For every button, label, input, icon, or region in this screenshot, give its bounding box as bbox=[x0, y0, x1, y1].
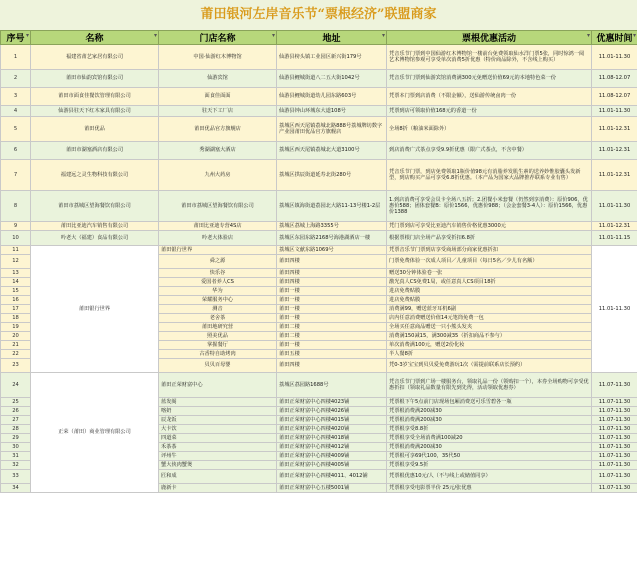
table-cell: 莆田四楼 bbox=[277, 269, 387, 278]
table-cell: 蓝发阁 bbox=[159, 398, 277, 407]
table-cell: 店内任意消费赠送价值14元笔筒免费一包 bbox=[387, 314, 592, 323]
table-cell: 凭票音乐节门票到店享受商场部分商家优惠折扣 bbox=[387, 246, 592, 255]
table-cell: 5 bbox=[1, 117, 31, 142]
table-cell: 30 bbox=[1, 443, 31, 452]
table-cell: 29 bbox=[1, 434, 31, 443]
table-cell: 莆田正荣财富中心四楼4009铺 bbox=[277, 452, 387, 461]
table-cell: 莆田优品 bbox=[31, 117, 159, 142]
table-cell: 18 bbox=[1, 314, 31, 323]
table-row[interactable] bbox=[1, 106, 637, 117]
table-cell: 荔城区西天尾镇荔城北大道3100号 bbox=[277, 142, 387, 160]
table-cell: 34 bbox=[1, 484, 31, 493]
table-cell: 1.到店消费可享受会员卡全场八五折；2.团餐小米套餐（仍然到享消费）：原价906，优惠价588；团体套餐B：原价1566，优惠价988；（会金套餐3-4人）：原价1566，优惠价1388 bbox=[387, 191, 592, 222]
header-name[interactable]: 名称 ▾ bbox=[31, 31, 159, 45]
table-cell: 辰龙饭 bbox=[159, 416, 277, 425]
table-cell: 莆田银行世界 bbox=[159, 246, 277, 255]
table-cell: 莆田二楼 bbox=[277, 323, 387, 332]
table-cell: 11.07-11.30 bbox=[592, 452, 637, 461]
table-cell: 11.08-12.07 bbox=[592, 70, 637, 88]
table-cell: 11.07-11.30 bbox=[592, 398, 637, 407]
table-cell: 蟹大侠肉蟹煲 bbox=[159, 461, 277, 470]
table-cell: 荣耀服务中心 bbox=[159, 296, 277, 305]
table-cell: 凭0-3岁宝宝到贝贝爱免费游玩1次（需提前联系店长预约） bbox=[387, 359, 592, 373]
table-cell: 消费满150减15，满300减35（折扣商品不参与） bbox=[387, 332, 592, 341]
header-row bbox=[1, 31, 637, 45]
table-cell: 23 bbox=[1, 359, 31, 373]
dropdown-icon[interactable]: ▾ bbox=[25, 32, 29, 39]
table-cell: 驻天下工厂店 bbox=[159, 106, 277, 117]
table-cell: 11.07-11.30 bbox=[592, 434, 637, 443]
table-cell: 32 bbox=[1, 461, 31, 470]
table-cell: 6 bbox=[1, 142, 31, 160]
table-cell: 凭音乐节门票到中国仙游红木博物馆一楼前台免费领取仙水洋门票5张，同时惊鸿一阅艺术博物馆参观可享受单次消费5折优惠（特价商品除外，不含线上购买） bbox=[387, 45, 592, 70]
table-cell: 进店免费贴膜 bbox=[387, 287, 592, 296]
header-address[interactable]: 地址 ▾ bbox=[277, 31, 387, 45]
table-cell: 单次消费满100元，赠送2份化妆 bbox=[387, 341, 592, 350]
table-cell: 消费满99，赠送蓝牙耳机6副 bbox=[387, 305, 592, 314]
table-cell: 莆田地研究营 bbox=[159, 323, 277, 332]
table-cell: 9 bbox=[1, 222, 31, 231]
table-cell: 凭票根享受全场消费满100减20 bbox=[387, 434, 592, 443]
table-cell: 荔城区荔园路1688号 bbox=[277, 373, 387, 398]
table-cell: 11 bbox=[1, 246, 31, 255]
table-cell: 仙游宾馆 bbox=[159, 70, 277, 88]
table-cell: 禾茶茶 bbox=[159, 443, 277, 452]
table-cell: 19 bbox=[1, 323, 31, 332]
table-cell: 爱国者养人CS bbox=[159, 278, 277, 287]
table-cell: 吟老大（福建）食品有限公司 bbox=[31, 231, 159, 246]
table-cell: 莆田四楼 bbox=[277, 255, 387, 269]
table-cell: 26 bbox=[1, 407, 31, 416]
table-cell: 莆田一楼 bbox=[277, 314, 387, 323]
table-cell: 24 bbox=[1, 373, 31, 398]
table-cell: 22 bbox=[1, 350, 31, 359]
table-cell: 10 bbox=[1, 231, 31, 246]
table-row[interactable] bbox=[1, 373, 637, 398]
table-cell: 秀湖湖塞大酒店 bbox=[159, 142, 277, 160]
sheet-title: 莆田银河左岸音乐节“票根经济”联盟商家 bbox=[0, 0, 637, 31]
table-cell: 莆田比亚迪专营4S店 bbox=[159, 222, 277, 231]
table-cell: 全场买任意商品赠送一只小熊头发夹 bbox=[387, 323, 592, 332]
table-cell: 11.01-12.31 bbox=[592, 117, 637, 142]
table-cell: 莆田正荣财富中心四楼4020铺 bbox=[277, 425, 387, 434]
table-cell: 半人餐8折 bbox=[387, 350, 592, 359]
table-cell: 莆田正荣财富中心四楼4018铺 bbox=[277, 434, 387, 443]
table-cell: 11.08-12.07 bbox=[592, 88, 637, 106]
table-cell: 莆田正荣财富中心四楼4011、4012铺 bbox=[277, 470, 387, 484]
table-cell: 门票免费体验一次成人项目／儿童项目（每日5名／少儿有名额） bbox=[387, 255, 592, 269]
table-cell: 27 bbox=[1, 416, 31, 425]
table-cell: 25 bbox=[1, 398, 31, 407]
table-cell: 13 bbox=[1, 269, 31, 278]
table-cell: 荔城区荔城上海路3355号 bbox=[277, 222, 387, 231]
table-cell: 33 bbox=[1, 470, 31, 484]
dropdown-icon[interactable]: ▾ bbox=[153, 32, 157, 39]
header-time[interactable]: 优惠时间 ▾ bbox=[592, 31, 637, 45]
table-cell: 莆田正荣财富中心四楼4015铺 bbox=[277, 416, 387, 425]
table-cell: 九州大药房 bbox=[159, 160, 277, 191]
table-cell: 凭票根消费满200减30 bbox=[387, 443, 592, 452]
table-cell: 根据票根门店全场产品享受折扣6.8折 bbox=[387, 231, 592, 246]
table-cell: 16 bbox=[1, 296, 31, 305]
table-row[interactable] bbox=[1, 191, 637, 222]
table-cell: 31 bbox=[1, 452, 31, 461]
table-cell: 大卡饮 bbox=[159, 425, 277, 434]
table-cell: 莆田二楼 bbox=[277, 332, 387, 341]
table-cell: 莆田正荣财富中心四楼4026铺 bbox=[277, 407, 387, 416]
table-cell: 仙游县钟山环城东大道108号 bbox=[277, 106, 387, 117]
table-cell: 15 bbox=[1, 287, 31, 296]
table-cell: 11.01-11.15 bbox=[592, 231, 637, 246]
table-cell: 莆田正荣财富中心四楼4012铺 bbox=[277, 443, 387, 452]
table-cell: 11.07-11.30 bbox=[592, 407, 637, 416]
table-cell: 莆田五楼 bbox=[277, 350, 387, 359]
table-cell: 莆田市荔城区望海餐饮有限公司 bbox=[159, 191, 277, 222]
table-cell: 快乐谷 bbox=[159, 269, 277, 278]
table-cell: 莆田一楼 bbox=[277, 296, 387, 305]
table-cell: 仙游县鲤城街道幼儿园东路603号 bbox=[277, 88, 387, 106]
table-cell: 11.07-11.30 bbox=[592, 470, 637, 484]
header-no[interactable]: 序号 ▾ bbox=[1, 31, 31, 45]
table-cell: 凭票根享受8.8折 bbox=[387, 425, 592, 434]
table-cell: 11.07-11.30 bbox=[592, 484, 637, 493]
table-cell: 吟老大体验店 bbox=[159, 231, 277, 246]
table-cell: 莆田正荣财富中心四楼4005铺 bbox=[277, 461, 387, 470]
table-cell: 莆田一楼 bbox=[277, 305, 387, 314]
table-cell: 凭票根优惠10元/人（不与线上或储值同享） bbox=[387, 470, 592, 484]
table-row[interactable] bbox=[1, 88, 637, 106]
group-name-yinhe: 莆田银行世界 bbox=[31, 246, 159, 373]
table-cell: 仙游县鲤城街道八二五大街1042号 bbox=[277, 70, 387, 88]
table-cell: 14 bbox=[1, 278, 31, 287]
table-cell: 华为 bbox=[159, 287, 277, 296]
header-store[interactable]: 门店名称 ▾ bbox=[159, 31, 277, 45]
table-cell: 中国·仙游红木博物馆 bbox=[159, 45, 277, 70]
table-cell: 11.01-11.30 bbox=[592, 45, 637, 70]
table-cell: 仙游县榜头镇工业园区新兴街179号 bbox=[277, 45, 387, 70]
table-cell: 11.01-12.31 bbox=[592, 142, 637, 160]
table-cell: 四道菜 bbox=[159, 434, 277, 443]
dropdown-icon[interactable]: ▾ bbox=[586, 32, 590, 39]
table-cell: 凭音乐节门票，到店免费领取1瓶价值98元有消脂养发肌生素的送养妙惟胶囊头发新型，到店购买产品可享受6.8折优惠。（本产品为国家大品牌推荐联系专业有售） bbox=[387, 160, 592, 191]
table-cell: 11.07-11.30 bbox=[592, 416, 637, 425]
table-cell: 莆田正荣财富中心 bbox=[159, 373, 277, 398]
table-cell: 莆田一楼 bbox=[277, 287, 387, 296]
table-cell: 2 bbox=[1, 70, 31, 88]
table-cell: 凭票到店可领取价值168元的香道一份 bbox=[387, 106, 592, 117]
table-cell: 11.07-11.30 bbox=[592, 461, 637, 470]
table-cell: 赠送30分钟体验卷一张 bbox=[387, 269, 592, 278]
table-cell: 凭音乐节门票到仙游宾馆消费满300元免赠送价值69元的本地特色菜一份 bbox=[387, 70, 592, 88]
table-cell: 匠和成 bbox=[159, 470, 277, 484]
table-cell: 凭票根消费满200减30 bbox=[387, 416, 592, 425]
table-cell: 照美优品 bbox=[159, 332, 277, 341]
table-row[interactable] bbox=[1, 142, 637, 160]
table-cell: 贝贝百母婴 bbox=[159, 359, 277, 373]
table-cell: 凭票根下午5点前门店现场包厢消费送可乐雪碧各一瓶 bbox=[387, 398, 592, 407]
table-cell: 11.07-11.30 bbox=[592, 443, 637, 452]
table-row[interactable] bbox=[1, 70, 637, 88]
table-cell: 荔城区镇海街道荔园北大路11-13号楼1-2层 bbox=[277, 191, 387, 222]
table-cell: 荔城区东园东路2168号海港湖酒店一楼 bbox=[277, 231, 387, 246]
table-cell: 莆田市湖塞酒店有限公司 bbox=[31, 142, 159, 160]
table-cell: 莆田四楼 bbox=[277, 359, 387, 373]
table-cell: 莆田优品官方旗舰店 bbox=[159, 117, 277, 142]
table-cell: 11.07-11.30 bbox=[592, 425, 637, 434]
table-cell: 进店免费贴膜 bbox=[387, 296, 592, 305]
table-cell: 3 bbox=[1, 88, 31, 106]
table-cell: 仙游县驻天下红木家具有限公司 bbox=[31, 106, 159, 117]
table-cell: 全场8折（粮油米面除外） bbox=[387, 117, 592, 142]
table-cell: 12 bbox=[1, 255, 31, 269]
table-row[interactable] bbox=[1, 246, 637, 255]
dropdown-icon[interactable]: ▾ bbox=[271, 32, 275, 39]
table-cell: 面食佳面面 bbox=[159, 88, 277, 106]
header-offer[interactable]: 票根优惠活动 ▾ bbox=[387, 31, 592, 45]
table-cell: 福建省莆艺家居有限公司 bbox=[31, 45, 159, 70]
table-cell: 荔城区文献东路1069号 bbox=[277, 246, 387, 255]
table-cell: 1 bbox=[1, 45, 31, 70]
table-row[interactable] bbox=[1, 231, 637, 246]
table-cell: 莆田正荣财富中心四楼4023铺 bbox=[277, 398, 387, 407]
table-cell: 莆田一楼 bbox=[277, 341, 387, 350]
table-cell: 老舍茶 bbox=[159, 314, 277, 323]
table-cell: 测音 bbox=[159, 305, 277, 314]
table-cell: 20 bbox=[1, 332, 31, 341]
table-cell: 21 bbox=[1, 341, 31, 350]
table-cell: 8 bbox=[1, 191, 31, 222]
table-cell: 莆田市仙韵宾馆有限公司 bbox=[31, 70, 159, 88]
table-cell: 11.01-11.30 bbox=[592, 106, 637, 117]
table-cell: 舜之源 bbox=[159, 255, 277, 269]
table-cell: 莆田比亚迪汽车销售有限公司 bbox=[31, 222, 159, 231]
table-cell: 4 bbox=[1, 106, 31, 117]
table-cell: 荔城区西天尾镇荔城北路888号荔城牌坊数字产业园莆田优品官方旗舰店 bbox=[277, 117, 387, 142]
table-cell: 鹿新卡 bbox=[159, 484, 277, 493]
table-cell: 莆田市荔城区望海餐饮有限公司 bbox=[31, 191, 159, 222]
table-cell: 莆田四楼 bbox=[277, 278, 387, 287]
table-cell: 凭票根可享69代100，35代50 bbox=[387, 452, 592, 461]
table-cell: 到店消费广式茶点享受9.9折优惠（限广式茶点，不含中餐） bbox=[387, 142, 592, 160]
group-name-zhengrong: 正荣（莆田）商业管理有限公司 bbox=[31, 373, 159, 493]
table-cell: 17 bbox=[1, 305, 31, 314]
table-cell: 凭票根享受9.5折 bbox=[387, 461, 592, 470]
table-cell: 掌握餐厅 bbox=[159, 341, 277, 350]
table-cell: 11.07-11.30 bbox=[592, 373, 637, 398]
table-cell: 荔城区拱辰街道延寿北街280号 bbox=[277, 160, 387, 191]
table-cell: 凭票根消费满200减30 bbox=[387, 407, 592, 416]
table-cell: 11.01-11.30 bbox=[592, 191, 637, 222]
table-cell: 28 bbox=[1, 425, 31, 434]
table-cell: 凭票本门票到店消费（不限金额），送仙游传统卤肉一份 bbox=[387, 88, 592, 106]
table-cell: 凭票根享受电影票半价 25元/张优惠 bbox=[387, 484, 592, 493]
table-row[interactable] bbox=[1, 117, 637, 142]
table-cell: 7 bbox=[1, 160, 31, 191]
table-cell: 凭门票到店可享受比亚迪汽车销售价格优惠3000元 bbox=[387, 222, 592, 231]
dropdown-icon[interactable]: ▾ bbox=[632, 32, 636, 39]
table-cell: 11.01-12.31 bbox=[592, 160, 637, 191]
table-row[interactable] bbox=[1, 160, 637, 191]
table-row[interactable] bbox=[1, 45, 637, 70]
table-cell: 11.01-12.31 bbox=[592, 222, 637, 231]
group-time-yinhe: 11.01-11.30 bbox=[592, 246, 637, 373]
table-cell: 评州牛 bbox=[159, 452, 277, 461]
table-cell: 喀奶 bbox=[159, 407, 277, 416]
table-row[interactable] bbox=[1, 222, 637, 231]
merchant-table bbox=[0, 30, 637, 493]
table-cell: 福建远之灵生物科技有限公司 bbox=[31, 160, 159, 191]
table-cell: 莆田市面食佳餐饮管理有限公司 bbox=[31, 88, 159, 106]
table-cell: 莆田正荣财富中心五楼5001铺 bbox=[277, 484, 387, 493]
table-cell: 古香特自助烤肉 bbox=[159, 350, 277, 359]
table-cell: 激光真人CS免费1局，或任意真人CS项目18折 bbox=[387, 278, 592, 287]
table-cell: 凭音乐节门票到广场一楼服务台，领取礼品一份（领购扣一个），本券全场购物可享受优惠折扣（领取礼品数量有限先到先得，活动领取优惠券） bbox=[387, 373, 592, 398]
dropdown-icon[interactable]: ▾ bbox=[381, 32, 385, 39]
